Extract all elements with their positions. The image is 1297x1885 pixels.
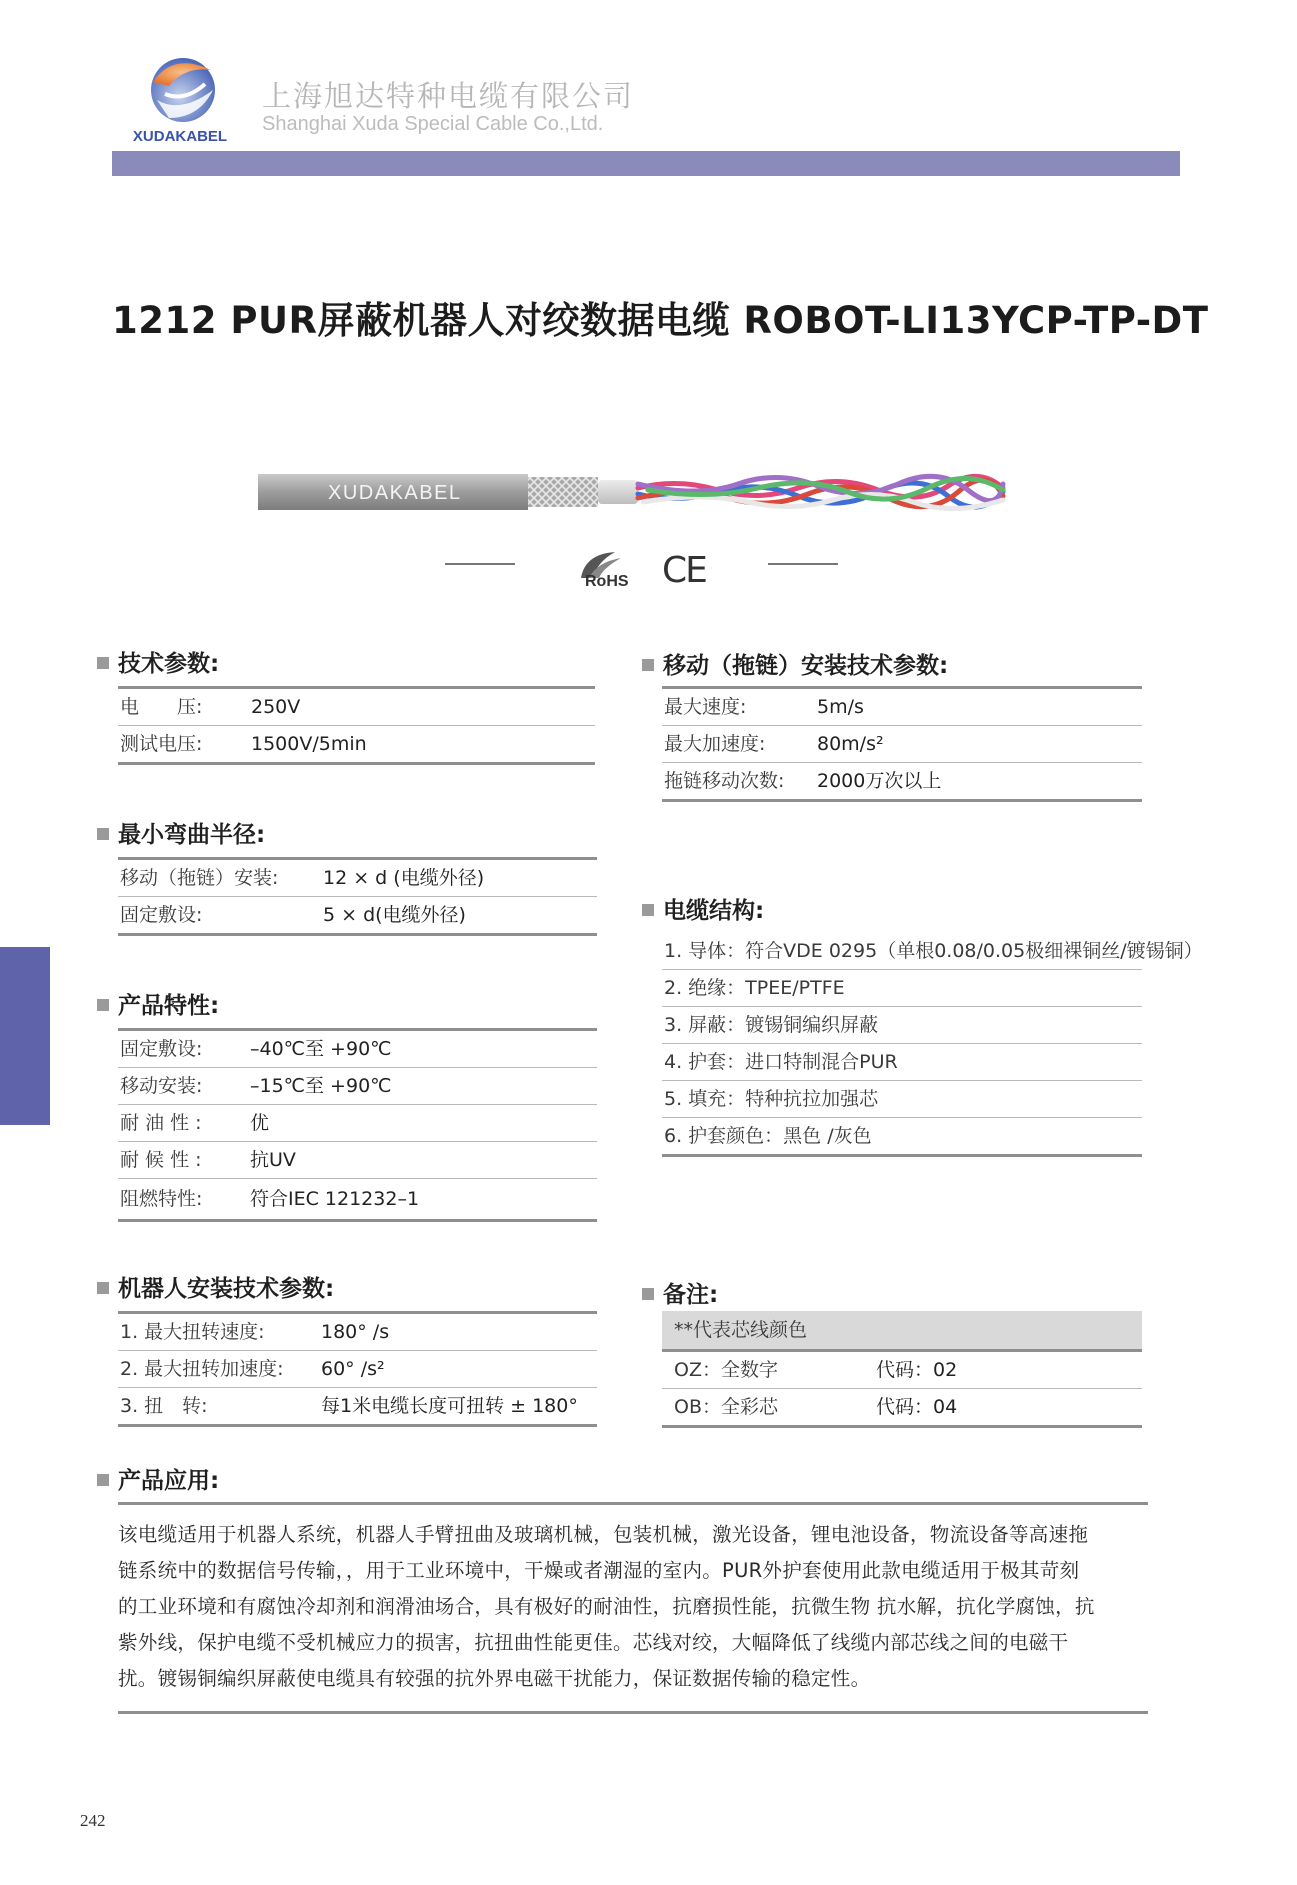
list-item: 3. 屏蔽：镀锡铜编织屏蔽 (662, 1007, 1142, 1044)
table-row: 3. 扭 转: 每1米电缆长度可扭转 ± 180° (120, 1395, 578, 1417)
table-row: 耐 候 性 : 抗UV (118, 1142, 597, 1179)
list-item: 1. 导体：符合VDE 0295（单根0.08/0.05极细裸铜丝/镀锡铜） (662, 933, 1142, 970)
bullet-icon (97, 1282, 109, 1294)
table-row: 电 压: 250V (118, 689, 595, 726)
divider-right (768, 563, 838, 565)
bullet-icon (97, 1474, 109, 1486)
list-item: 2. 绝缘：TPEE/PTFE (662, 970, 1142, 1007)
company-name-en: Shanghai Xuda Special Cable Co.,Ltd. (262, 113, 604, 135)
table-row: 拖链移动次数: 2000万次以上 (664, 770, 942, 792)
application-top-rule (118, 1502, 1148, 1505)
table-row: 最大加速度: 80m/s² (662, 726, 1142, 763)
bullet-icon (97, 657, 109, 669)
list-item: 5. 填充：特种抗拉加强芯 (662, 1081, 1142, 1118)
divider-left (445, 563, 515, 565)
table-row: 固定敷设: 5 × d(电缆外径) (120, 904, 466, 926)
table-row: 2. 最大扭转加速度: 60° /s² (118, 1351, 597, 1388)
logo-text: XUDAKABEL (132, 128, 228, 145)
robot-params-heading: 机器人安装技术参数: (97, 1270, 334, 1303)
bend-radius-heading: 最小弯曲半径: (97, 816, 265, 849)
drag-params-table (662, 686, 1142, 802)
robot-params-table (118, 1311, 597, 1427)
cable-image (258, 470, 1008, 518)
table-row: 测试电压: 1500V/5min (120, 733, 367, 755)
company-name-cn: 上海旭达特种电缆有限公司 (262, 79, 635, 113)
page-title: 1212 PUR屏蔽机器人对绞数据电缆 ROBOT-LI13YCP-TP-DT (112, 299, 1209, 342)
header-band (112, 151, 1180, 176)
bend-radius-table (118, 857, 597, 936)
table-row: 固定敷设: –40℃至 +90℃ (118, 1031, 597, 1068)
rohs-text: RoHS (585, 573, 629, 590)
features-table (118, 1028, 597, 1222)
application-bottom-rule (118, 1711, 1148, 1714)
page-number: 242 (80, 1811, 106, 1830)
notes-table (662, 1311, 1142, 1428)
table-row: OB：全彩芯 代码：04 (674, 1396, 958, 1418)
bullet-icon (97, 828, 109, 840)
company-logo (125, 48, 235, 148)
table-row: 阻燃特性: 符合IEC 121232–1 (120, 1188, 420, 1210)
application-line: 扰。镀锡铜编织屏蔽使电缆具有较强的抗外界电磁干扰能力，保证数据传输的稳定性。 (118, 1667, 871, 1690)
tech-params-table (118, 686, 595, 765)
bullet-icon (642, 904, 654, 916)
tech-params-heading: 技术参数: (97, 645, 219, 678)
bullet-icon (97, 999, 109, 1011)
application-line: 链系统中的数据信号传输，，用于工业环境中，干燥或者潮湿的室内。PUR外护套使用此款电缆适用于极其苛刻 (118, 1559, 1080, 1582)
table-row: 耐 油 性 : 优 (118, 1105, 597, 1142)
list-item: 4. 护套：进口特制混合PUR (662, 1044, 1142, 1081)
notes-heading: 备注: (642, 1276, 718, 1309)
bullet-icon (642, 1288, 654, 1300)
rohs-icon (575, 548, 645, 590)
application-heading: 产品应用: (97, 1462, 219, 1495)
table-row: 最大速度: 5m/s (662, 689, 1142, 726)
table-row: 移动安装: –15℃至 +90℃ (118, 1068, 597, 1105)
side-tab (0, 947, 50, 1125)
application-text (118, 1517, 1148, 1697)
application-line: 的工业环境和有腐蚀冷却剂和润滑油场合，具有极好的耐油性，抗磨损性能，抗微生物 抗水解，抗化学腐蚀，抗 (118, 1595, 1095, 1618)
features-heading: 产品特性: (97, 987, 219, 1020)
list-item: 6. 护套颜色：黑色 /灰色 (664, 1125, 872, 1147)
structure-list (662, 933, 1203, 1157)
table-row: 1. 最大扭转速度: 180° /s (118, 1314, 597, 1351)
notes-header-row: **代表芯线颜色 (662, 1311, 1142, 1352)
cable-print-label: XUDAKABEL (328, 482, 462, 504)
structure-heading: 电缆结构: (642, 892, 764, 925)
ce-mark: CE (662, 550, 706, 591)
table-row: OZ：全数字 代码：02 (662, 1352, 1142, 1389)
application-line: 紫外线，保护电缆不受机械应力的损害，抗扭曲性能更佳。芯线对绞，大幅降低了线缆内部芯线之间的电磁干 (118, 1631, 1069, 1654)
bullet-icon (642, 659, 654, 671)
drag-params-heading: 移动（拖链）安装技术参数: (642, 647, 948, 680)
application-line: 该电缆适用于机器人系统，机器人手臂扭曲及玻璃机械，包装机械，激光设备，锂电池设备，物流设备等高速拖 (118, 1523, 1089, 1546)
table-row: 移动（拖链）安装: 12 × d (电缆外径) (118, 860, 597, 897)
